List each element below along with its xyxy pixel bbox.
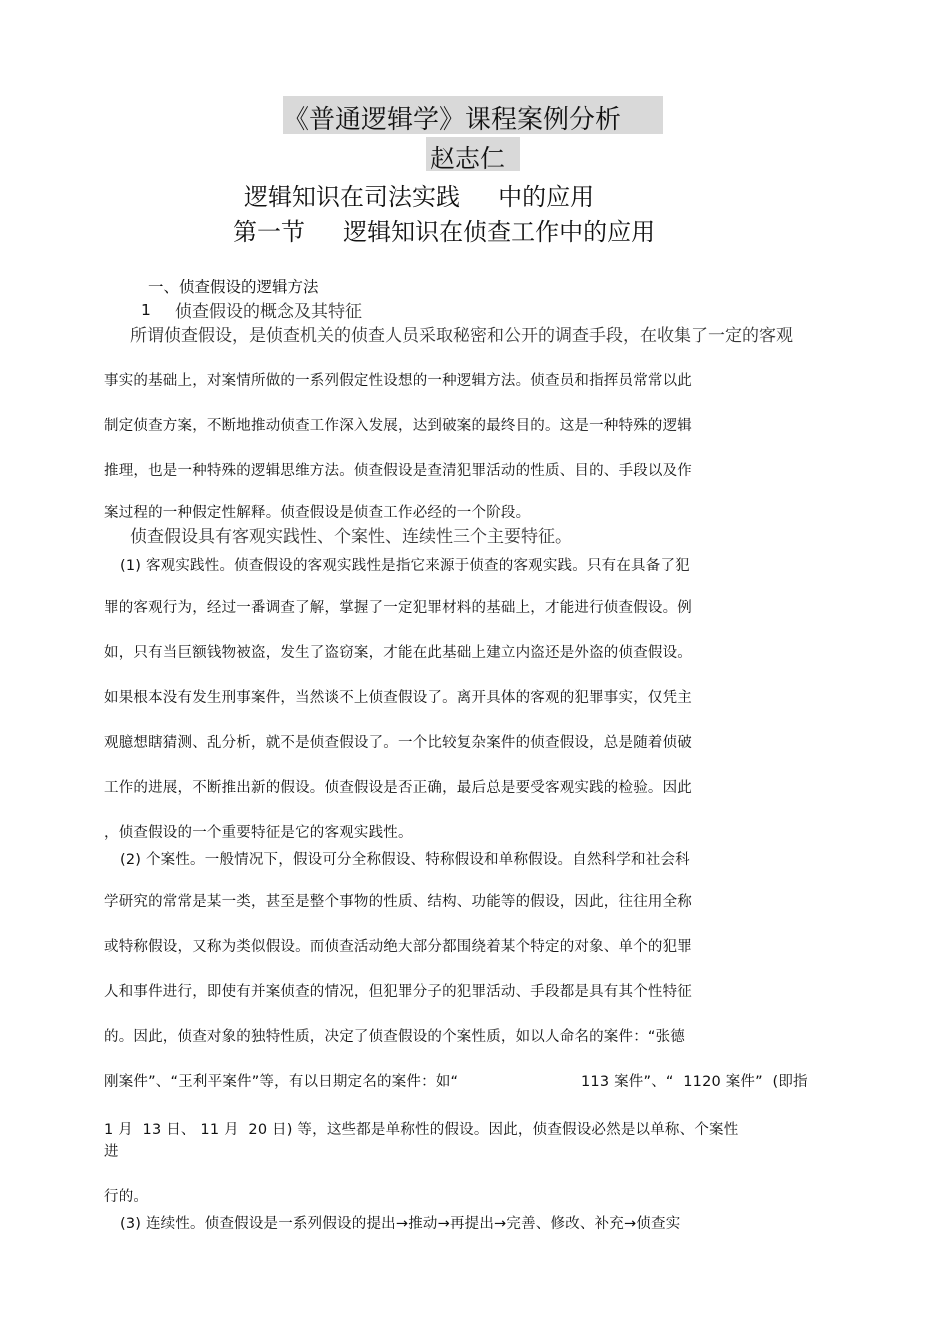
paragraph-line: (1) 客观实践性。侦查假设的客观实践性是指它来源于侦查的客观实践。只有在具备了犯 <box>120 558 690 574</box>
paragraph-line: 所谓侦查假设，是侦查机关的侦查人员采取秘密和公开的调查手段，在收集了一定的客观 <box>130 326 793 346</box>
paragraph-line: 进 <box>104 1144 119 1160</box>
paragraph-line: 的。因此，侦查对象的独特性质，决定了侦查假设的个案性质，如以人命名的案件：“张德 <box>104 1029 686 1045</box>
paragraph-line: 推理，也是一种特殊的逻辑思维方法。侦查假设是查清犯罪活动的性质、目的、手段以及作 <box>104 463 692 479</box>
heading-level1: 一、侦查假设的逻辑方法 <box>148 278 319 296</box>
paragraph-line: 113 案件”、“ 1120 案件” (即指 <box>581 1074 808 1090</box>
paragraph-line: 行的。 <box>104 1189 149 1205</box>
paragraph-line: 案过程的一种假定性解释。侦查假设是侦查工作必经的一个阶段。 <box>104 505 531 521</box>
paragraph-line: 人和事件进行，即使有并案侦查的情况，但犯罪分子的犯罪活动、手段都是具有其个性特征 <box>104 984 692 1000</box>
heading-level2-number: 1 <box>141 301 151 319</box>
heading-level2: 侦查假设的概念及其特征 <box>175 302 362 322</box>
paragraph-line: 或特称假设，又称为类似假设。而侦查活动绝大部分都围绕着某个特定的对象、单个的犯罪 <box>104 939 692 955</box>
paragraph-line: 1 月 13 日、 11 月 20 日) 等，这些都是单称性的假设。因此，侦查假设必然是以单称、个案性 <box>104 1122 739 1138</box>
paragraph-line: 工作的进展，不断推出新的假设。侦查假设是否正确，最后总是要受客观实践的检验。因此 <box>104 780 692 796</box>
paragraph-line: 学研究的常常是某一类，甚至是整个事物的性质、结构、功能等的假设，因此，往往用全称 <box>104 894 692 910</box>
paragraph-line: 制定侦查方案，不断地推动侦查工作深入发展，达到破案的最终目的。这是一种特殊的逻辑 <box>104 418 692 434</box>
paragraph-line: 如果根本没有发生刑事案件，当然谈不上侦查假设了。离开具体的客观的犯罪事实，仅凭主 <box>104 690 692 706</box>
paragraph-line: 事实的基础上，对案情所做的一系列假定性设想的一种逻辑方法。侦查员和指挥员常常以此 <box>104 373 692 389</box>
paragraph-line: ，侦查假设的一个重要特征是它的客观实践性。 <box>104 825 413 841</box>
paragraph-line: 如，只有当巨额钱物被盗，发生了盗窃案，才能在此基础上建立内盗还是外盗的侦查假设。 <box>104 645 692 661</box>
section-heading: 第一节 逻辑知识在侦查工作中的应用 <box>233 218 656 246</box>
paragraph-line: (3) 连续性。侦查假设是一系列假设的提出→推动→再提出→完善、修改、补充→侦查实 <box>120 1216 681 1232</box>
document-title: 《普通逻辑学》课程案例分析 <box>283 105 622 135</box>
chapter-heading: 逻辑知识在司法实践 中的应用 <box>244 183 595 211</box>
paragraph-line: 观臆想瞎猜测、乱分析，就不是侦查假设了。一个比较复杂案件的侦查假设，总是随着侦破 <box>104 735 692 751</box>
paragraph-line: 刚案件”、“王利平案件”等，有以日期定名的案件：如“ <box>104 1074 459 1090</box>
paragraph-line: 罪的客观行为，经过一番调查了解，掌握了一定犯罪材料的基础上，才能进行侦查假设。例 <box>104 600 692 616</box>
paragraph-line: (2) 个案性。一般情况下，假设可分全称假设、特称假设和单称假设。自然科学和社会科 <box>120 852 690 868</box>
author-name: 赵志仁 <box>430 144 506 173</box>
paragraph-line: 侦查假设具有客观实践性、个案性、连续性三个主要特征。 <box>130 527 572 547</box>
